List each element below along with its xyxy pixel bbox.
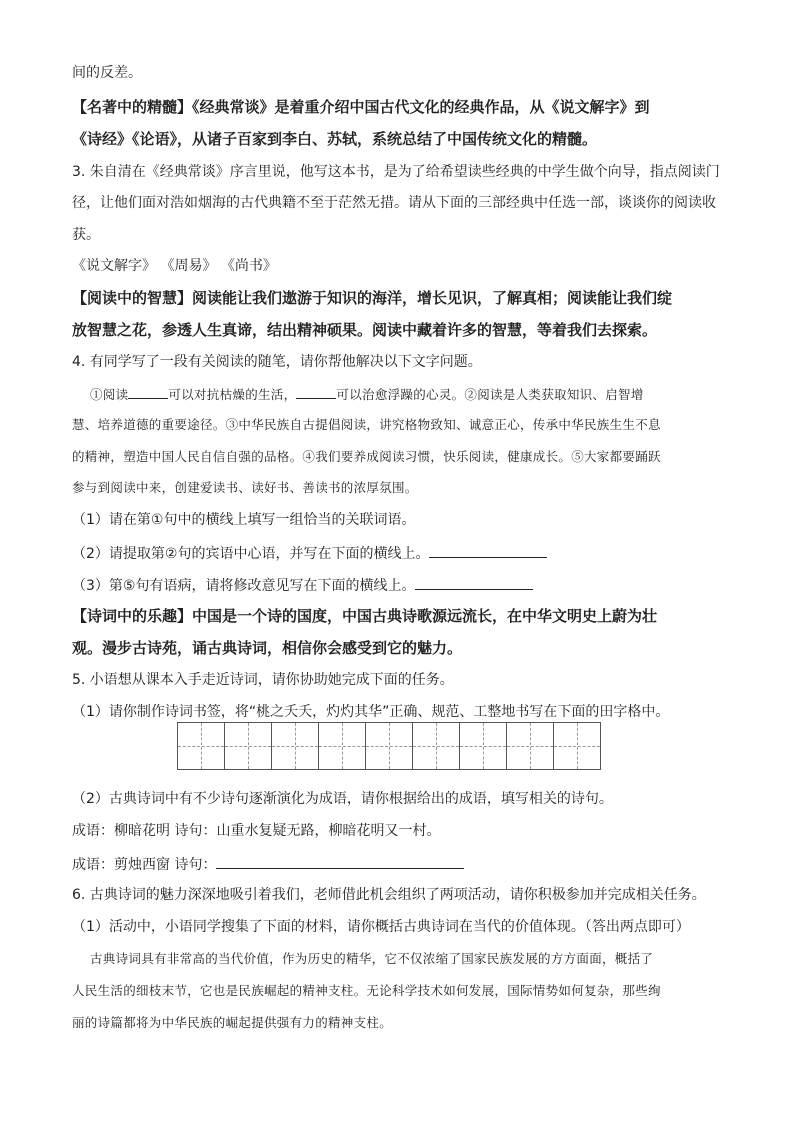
question-4: 4. 有同学写了一段有关阅读的随笔，请你帮他解决以下文字问题。 bbox=[72, 354, 482, 370]
question-5: 5. 小语想从课本入手走近诗词，请你协助她完成下面的任务。 bbox=[72, 672, 454, 688]
essay-line-3: 的精神，塑造中国人民自信自强的品格。④我们要养成阅读习惯，快乐阅读，健康成长。⑤大家都要踊跃 bbox=[72, 449, 661, 464]
section-heading-classics: 【名著中的精髓】《经典常谈》是着重介绍中国古代文化的经典作品，从《说文解字》到 bbox=[72, 98, 650, 116]
grid-cell[interactable] bbox=[412, 722, 460, 770]
question-4-2-text: （2）请提取第②句的宾语中心语，并写在下面的横线上。 bbox=[72, 546, 430, 562]
grid-cell[interactable] bbox=[365, 722, 413, 770]
answer-blank[interactable] bbox=[128, 384, 168, 399]
grid-cell[interactable] bbox=[553, 722, 601, 770]
book-options: 《说文解字》 《周易》 《尚书》 bbox=[72, 258, 277, 274]
material-line-1: 古典诗词具有非常高的当代价值，作为历史的精华，它不仅浓缩了国家民族发展的方方面面，概括了 bbox=[90, 951, 654, 966]
answer-blank[interactable] bbox=[415, 575, 533, 590]
question-3: 3. 朱自清在《经典常谈》序言里说，他写这本书，是为了给希望读些经典的中学生做个向导，指点阅读门 bbox=[72, 164, 720, 180]
question-5-2: （2）古典诗词中有不少诗句逐渐演化为成语，请你根据给出的成语，填写相关的诗句。 bbox=[72, 791, 613, 807]
essay-line-4: 参与到阅读中来，创建爱读书、读好书、善读书的浓厚氛围。 bbox=[72, 480, 418, 495]
section-heading-classics-cont: 《诗经》《论语》，从诸子百家到李白、苏轼，系统总结了中国传统文化的精髓。 bbox=[72, 130, 598, 148]
question-3-end: 获。 bbox=[72, 227, 100, 243]
grid-cell[interactable] bbox=[459, 722, 507, 770]
essay-line-2: 慧、培养道德的重要途径。③中华民族自古提倡阅读，讲究格物致知、诚意正心，传承中华民族生生不息 bbox=[72, 417, 661, 432]
grid-cell[interactable] bbox=[506, 722, 554, 770]
answer-blank[interactable] bbox=[296, 384, 336, 399]
section-heading-poetry: 【诗词中的乐趣】中国是一个诗的国度，中国古典诗歌源远流长，在中华文明史上蔚为壮 bbox=[72, 607, 658, 625]
answer-blank[interactable] bbox=[429, 543, 547, 558]
text-line: 间的反差。 bbox=[72, 65, 142, 81]
idiom-question bbox=[72, 854, 464, 874]
essay-line-1 bbox=[90, 384, 644, 404]
idiom-question-text: 成语：剪烛西窗 诗句： bbox=[72, 857, 217, 873]
question-4-3-text: （3）第⑤句有语病，请将修改意见写在下面的横线上。 bbox=[72, 578, 416, 594]
grid-cell[interactable] bbox=[177, 722, 225, 770]
question-5-1: （1）请你制作诗词书签，将“桃之夭夭，灼灼其华”正确、规范、工整地书写在下面的田字格中。 bbox=[72, 704, 670, 720]
essay-text: 可以对抗枯燥的生活， bbox=[168, 387, 297, 402]
grid-cell[interactable] bbox=[318, 722, 366, 770]
idiom-example: 成语：柳暗花明 诗句：山重水复疑无路，柳暗花明又一村。 bbox=[72, 823, 441, 839]
material-line-2: 人民生活的细枝末节，它也是民族崛起的精神支柱。无论科学技术如何发展，国际情势如何复杂，那些绚 bbox=[72, 983, 661, 998]
question-4-3 bbox=[72, 575, 533, 595]
question-6-1: （1）活动中，小语同学搜集了下面的材料，请你概括古典诗词在当代的价值体现。（答出两点即可） bbox=[72, 919, 690, 935]
section-heading-reading: 【阅读中的智慧】阅读能让我们遨游于知识的海洋，增长见识，了解真相；阅读能让我们绽 bbox=[72, 289, 673, 307]
question-4-1: （1）请在第①句中的横线上填写一组恰当的关联词语。 bbox=[72, 512, 416, 528]
essay-prefix: ①阅读 bbox=[90, 387, 129, 402]
essay-text: 可以治愈浮躁的心灵。②阅读是人类获取知识、启智增 bbox=[336, 387, 644, 402]
question-6: 6. 古典诗词的魅力深深地吸引着我们，老师借此机会组织了两项活动，请你积极参加并完成相关任务。 bbox=[72, 887, 706, 903]
grid-cell[interactable] bbox=[271, 722, 319, 770]
material-line-3: 丽的诗篇都将为中华民族的崛起提供强有力的精神支柱。 bbox=[72, 1015, 393, 1030]
question-3-cont: 径，让他们面对浩如烟海的古代典籍不至于茫然无措。请从下面的三部经典中任选一部，谈谈你的阅读收 bbox=[72, 195, 716, 211]
grid-cell[interactable] bbox=[224, 722, 272, 770]
section-heading-reading-cont: 放智慧之花，参透人生真谛，结出精神硕果。阅读中藏着许多的智慧，等着我们去探索。 bbox=[72, 321, 658, 339]
tianzige-grid[interactable] bbox=[177, 722, 601, 770]
question-4-2 bbox=[72, 543, 547, 563]
section-heading-poetry-cont: 观。漫步古诗苑，诵古典诗词，相信你会感受到它的魅力。 bbox=[72, 639, 463, 657]
answer-blank[interactable] bbox=[216, 854, 464, 869]
